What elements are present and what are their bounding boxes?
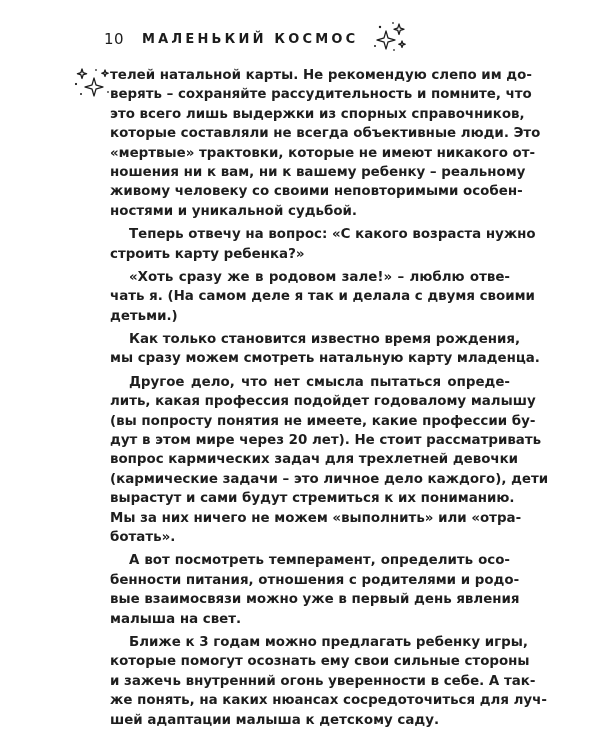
paragraph <box>110 225 536 264</box>
page-number: 10 <box>104 30 125 48</box>
text-line: Мы за них ничего не можем «выполнить» или «отра- <box>110 510 522 526</box>
text-line: же понять, на каких нюансах сосредоточиться для луч- <box>110 693 547 709</box>
text-line: «Хоть сразу же в родовом зале!» – люблю отве- <box>129 269 510 285</box>
text-line: и зажечь внутренний огонь уверенности в себе. А так- <box>110 673 536 689</box>
text-line: лить, какая профессия подойдет годовалому малышу <box>110 394 536 410</box>
text-line: бенности питания, отношения с родителями и родо- <box>110 572 520 588</box>
text-line: верять – сохраняйте рассудительность и помните, что <box>110 87 532 103</box>
text-line: живому человеку со своими неповторимыми особен- <box>110 184 523 200</box>
paragraph <box>110 373 549 548</box>
text-line: Ближе к 3 годам можно предлагать ребенку игры, <box>129 634 528 650</box>
text-line: которые составляли не всегда объективные люди. Это <box>110 126 541 142</box>
text-line: дут в этом мире через 20 лет). Не стоит рассматривать <box>110 433 542 449</box>
body-text <box>110 66 549 730</box>
text-line: (вы попросту понятия не имеете, какие профессии бу- <box>110 413 536 429</box>
text-line: вопрос кармических задач для трехлетней девочки <box>110 452 519 468</box>
paragraph <box>110 633 547 730</box>
text-line: которые помогут осознать ему свои сильные стороны <box>110 654 530 670</box>
text-line: строить карту ребенка?» <box>110 246 305 262</box>
text-line: вырастут и сами будут стремиться к их пониманию. <box>110 491 515 507</box>
text-line: чать я. (На самом деле я так и делала с двумя своими <box>110 289 535 305</box>
text-line: А вот посмотреть темперамент, определить осо- <box>129 553 510 569</box>
text-line: Как только становится известно время рождения, <box>129 332 521 348</box>
text-line: детьми.) <box>110 308 178 324</box>
text-line: (кармические задачи – это личное дело каждого), дети <box>110 471 549 487</box>
text-line: вые взаимосвязи можно уже в первый день явления <box>110 592 520 608</box>
text-line: ботать». <box>110 529 176 545</box>
text-line: ношения ни к вам, ни к вашему ребенку – реальному <box>110 164 526 180</box>
text-line: мы сразу можем смотреть натальную карту младенца. <box>110 351 540 367</box>
paragraph <box>110 330 540 369</box>
sparkles-icon <box>372 19 408 53</box>
text-line: это всего лишь выдержки из спорных справочников, <box>110 106 525 122</box>
text-line: шей адаптации малыша к детскому саду. <box>110 712 440 728</box>
text-line: телей натальной карты. Не рекомендую слепо им до- <box>110 68 532 83</box>
text-line: ностями и уникальной судьбой. <box>110 203 358 219</box>
text-line: «мертвые» трактовки, которые не имеют никакого от- <box>110 145 536 161</box>
text-line: Другое дело, что нет смысла пытаться опреде- <box>129 374 510 390</box>
running-header <box>104 28 408 50</box>
paragraph <box>110 268 535 326</box>
text-line: малыша на свет. <box>110 611 242 627</box>
paragraph <box>110 551 520 629</box>
text-line: Теперь отвечу на вопрос: «С какого возраста нужно <box>129 227 536 243</box>
paragraph <box>110 66 541 221</box>
running-title: МАЛЕНЬКИЙ КОСМОС <box>142 31 359 47</box>
sparkles-icon <box>72 66 112 100</box>
